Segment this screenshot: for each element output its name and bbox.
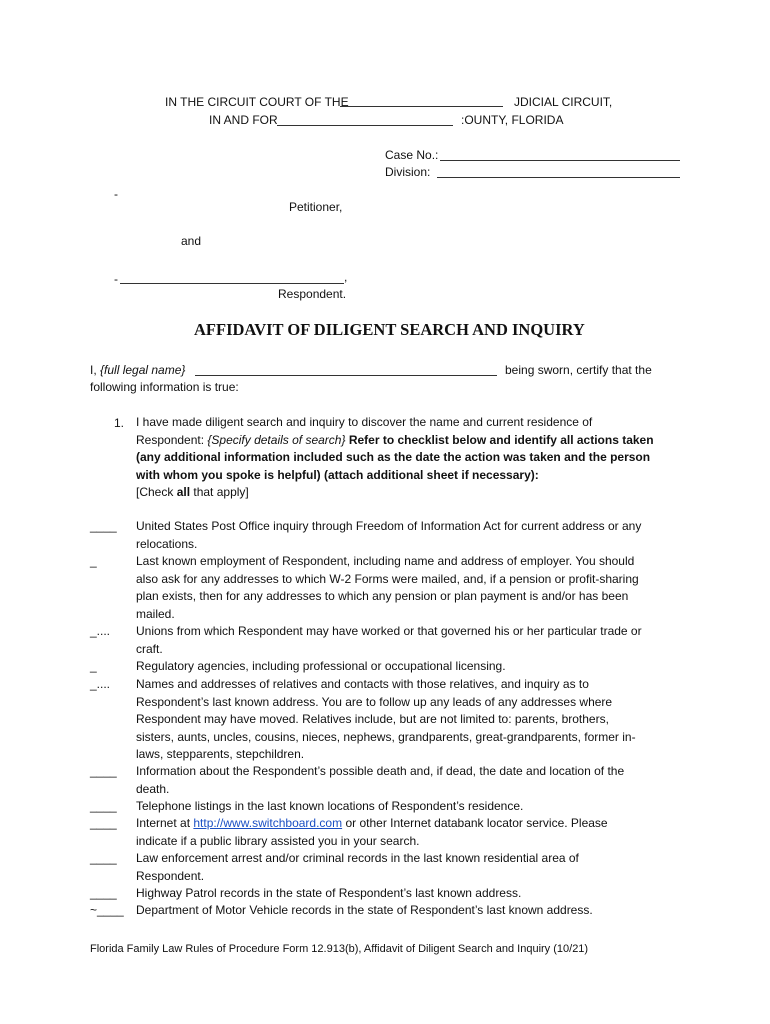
checklist-item-post-office xyxy=(136,518,696,553)
checklist-line: mailed. xyxy=(136,606,175,621)
checklist-line: craft. xyxy=(136,641,163,656)
full-legal-name-hint: {full legal name} xyxy=(100,363,186,377)
and-label: and xyxy=(181,234,202,248)
checklist-line: relocations. xyxy=(136,536,198,551)
checklist-line: Highway Patrol records in the state of Respondent’s last known address. xyxy=(136,886,522,900)
checklist-line: also ask for any addresses to which W-2 Forms were mailed, and, if a pension or profit-sharing xyxy=(136,571,639,586)
checkbox-blank-employment[interactable]: _ xyxy=(90,554,97,568)
checklist-line: Regulatory agencies, including professional or occupational licensing. xyxy=(136,659,506,673)
respondent-comma: , xyxy=(344,270,348,284)
specify-details-hint: {Specify details of search} xyxy=(207,432,346,447)
checklist-line: Law enforcement arrest and/or criminal records in the last known residential area of xyxy=(136,851,579,865)
full-legal-name-field[interactable] xyxy=(195,375,497,376)
checklist-line: Telephone listings in the last known locations of Respondent’s residence. xyxy=(136,799,524,813)
checklist-item-telephone xyxy=(136,798,696,816)
checkbox-blank-unions[interactable]: _.... xyxy=(90,624,111,638)
item1-line2-bold: Refer to checklist below and identify all actions taken xyxy=(345,432,654,447)
checkbox-blank-death[interactable]: ____ xyxy=(90,764,117,778)
checklist-item-death xyxy=(136,763,696,798)
case-no-field[interactable] xyxy=(440,160,680,161)
item1-line4: with whom you spoke is helpful) (attach additional sheet if necessary): xyxy=(136,467,539,482)
switchboard-link[interactable]: http://www.switchboard.com xyxy=(193,816,343,830)
internet-suffix: or other Internet databank locator service. Please xyxy=(345,816,608,830)
checklist-line: Respondent. xyxy=(136,868,205,883)
item1-number: 1. xyxy=(114,416,125,430)
checkbox-blank-internet[interactable]: ____ xyxy=(90,816,117,830)
check-prefix: [Check xyxy=(136,485,177,499)
checklist-line: Last known employment of Respondent, including name and address of employer. You should xyxy=(136,554,635,568)
check-all: all xyxy=(176,485,191,499)
checklist-item-law-enforcement xyxy=(136,850,696,885)
checklist-line: death. xyxy=(136,781,170,796)
checkbox-blank-regulatory[interactable]: _ xyxy=(90,659,97,673)
respondent-name-field[interactable] xyxy=(120,283,344,284)
checklist-line: Department of Motor Vehicle records in the state of Respondent’s last known address. xyxy=(136,903,593,917)
checklist-item-highway-patrol xyxy=(136,885,696,903)
court-header-line2-right: :OUNTY, FLORIDA xyxy=(461,113,564,127)
document-title: AFFIDAVIT OF DILIGENT SEARCH AND INQUIRY xyxy=(194,320,585,339)
checklist-line: Respondent’s last known address. You are to follow up any leads of any addresses where xyxy=(136,694,613,709)
checklist-line xyxy=(136,815,696,833)
checklist-line: United States Post Office inquiry through Freedom of Information Act for current address or any xyxy=(136,519,642,533)
checklist-line: laws, stepparents, stepchildren. xyxy=(136,747,305,761)
county-blank[interactable] xyxy=(277,125,453,126)
intro-suffix: being sworn, certify that the xyxy=(505,363,652,377)
checklist-item-relatives xyxy=(136,676,696,764)
checklist-line: indicate if a public library assisted you in your search. xyxy=(136,833,420,848)
division-label: Division: xyxy=(385,165,431,179)
circuit-blank[interactable] xyxy=(340,106,503,107)
court-header-line2-left: IN AND FOR xyxy=(209,113,278,127)
item1-check-instruction xyxy=(136,484,696,502)
intro-line2: following information is true: xyxy=(90,380,239,394)
item1-line3: (any additional information included such as the date the action was taken and the person xyxy=(136,450,651,464)
intro-prefix: I, xyxy=(90,363,101,377)
petitioner-dash: - xyxy=(114,187,118,201)
item1-line1: I have made diligent search and inquiry to discover the name and current residence of xyxy=(136,415,593,429)
division-field[interactable] xyxy=(437,177,680,178)
checklist-item-regulatory xyxy=(136,658,696,676)
checklist-item-unions xyxy=(136,623,696,658)
checklist-line: Names and addresses of relatives and contacts with those relatives, and inquiry as to xyxy=(136,677,589,691)
item1-line2-prefix: Respondent: xyxy=(136,432,208,447)
checklist-line: Information about the Respondent’s possible death and, if dead, the date and location of the xyxy=(136,764,625,778)
checkbox-blank-law-enforcement[interactable]: ____ xyxy=(90,851,117,865)
respondent-label: Respondent. xyxy=(278,287,347,301)
checklist-line: plan exists, then for any addresses to which any pension or plan payment is and/or has been xyxy=(136,589,629,603)
checklist-line: Respondent may have moved. Relatives include, but are not limited to: parents, brothers, xyxy=(136,712,609,726)
internet-prefix: Internet at xyxy=(136,816,194,830)
checkbox-blank-relatives[interactable]: _.... xyxy=(90,677,111,691)
court-header-line1-left: IN THE CIRCUIT COURT OF THE xyxy=(165,95,349,109)
respondent-dash: - xyxy=(114,272,118,286)
checkbox-blank-telephone[interactable]: ____ xyxy=(90,799,117,813)
petitioner-label: Petitioner, xyxy=(289,200,343,214)
item1-text xyxy=(136,414,696,502)
intro-line1 xyxy=(90,363,185,377)
checkbox-blank-post-office[interactable]: ____ xyxy=(90,519,117,533)
checkbox-blank-highway-patrol[interactable]: ____ xyxy=(90,886,117,900)
checkbox-blank-dmv[interactable]: ~____ xyxy=(90,903,124,917)
checklist-line: sisters, aunts, uncles, cousins, nieces, nephews, grandparents, great-grandparents, former in- xyxy=(136,729,636,744)
check-suffix: that apply] xyxy=(190,485,249,499)
case-no-label: Case No.: xyxy=(385,148,439,162)
form-footer: Florida Family Law Rules of Procedure Form 12.913(b), Affidavit of Diligent Search and Inquiry (10/21) xyxy=(90,943,589,955)
item1-line2 xyxy=(136,432,696,450)
checklist-item-employment xyxy=(136,553,696,623)
court-header-line1-right: JDICIAL CIRCUIT, xyxy=(514,95,613,109)
checklist-item-dmv xyxy=(136,902,696,920)
checklist-line: Unions from which Respondent may have worked or that governed his or her particular trade or xyxy=(136,624,642,638)
checklist-item-internet xyxy=(136,815,696,850)
